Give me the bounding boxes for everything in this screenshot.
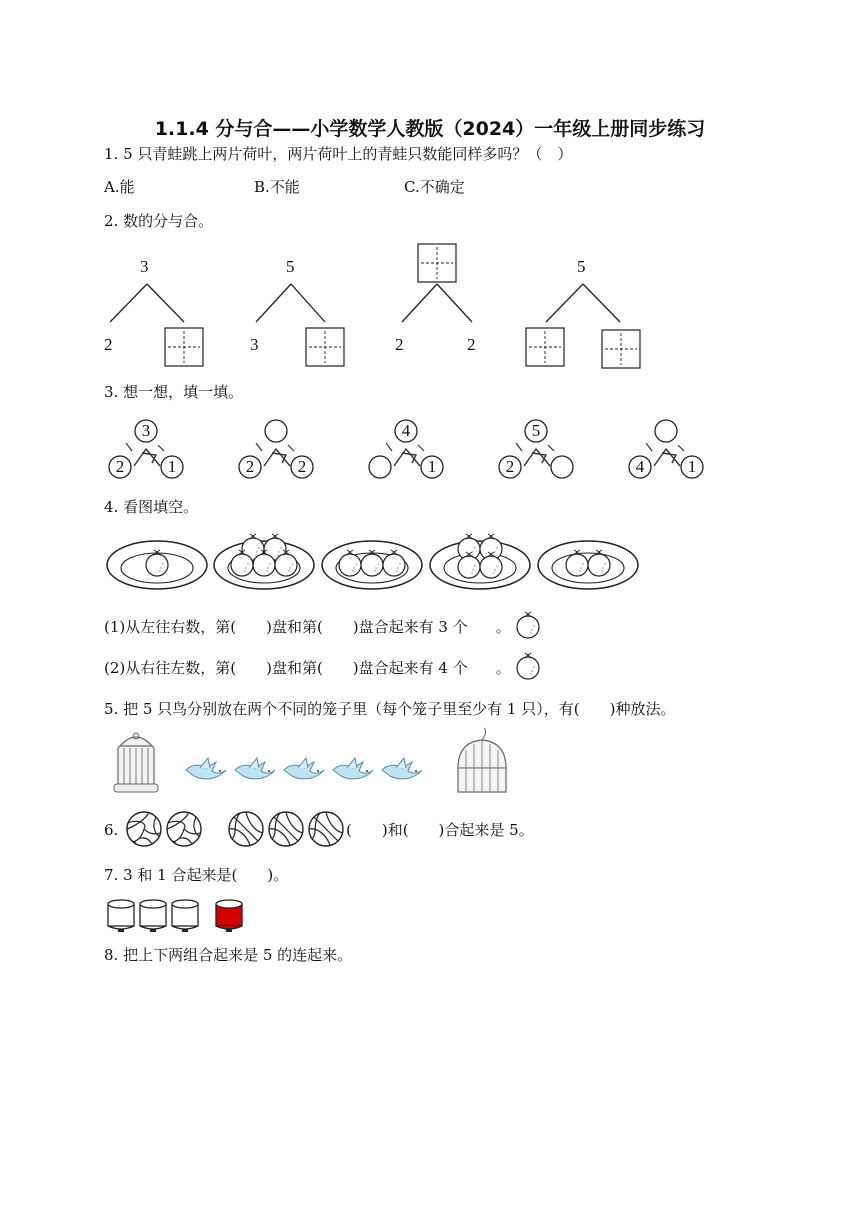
q4-line-1-end: 。 [495,618,511,636]
q2-tree-1-left: 2 [104,335,113,354]
dome-birdcage-icon [458,728,506,792]
q3-rider-2 [239,420,313,478]
q1-option-b[interactable]: B.不能 [254,178,300,196]
basketball-icon [309,812,343,846]
plate-2 [214,534,314,589]
volleyball-icon [127,812,161,846]
bird-icon [333,758,373,779]
q3-text: 3. 想一想，填一填。 [104,383,244,401]
q2-tree-3-answer-box[interactable] [418,244,456,282]
q2-tree-4-answer-box-right[interactable] [602,330,640,368]
basketball-icon [269,812,303,846]
q3-rider-2-top-circle[interactable] [265,420,287,442]
q3-rider-3-left-circle[interactable] [369,456,391,478]
q3-rider-3 [369,420,443,478]
q3-rider-2-left-number: 2 [245,457,255,476]
q3-rider-4-left-number: 2 [505,457,515,476]
q8-text: 8. 把上下两组合起来是 5 的连起来。 [104,946,353,964]
q3-rider-5-left-number: 4 [635,457,645,476]
q2-tree-2 [250,257,344,366]
volleyball-icon [167,812,201,846]
plate-4 [430,534,530,589]
q3-rider-5-right-number: 1 [687,457,697,476]
bird-icon [284,758,324,779]
q2-tree-3-left: 2 [395,335,404,354]
q4-line-2-text: (2)从右往左数，第( )盘和第( )盘合起来有 4 个 [104,659,468,677]
q2-tree-2-top: 5 [286,257,295,276]
q3-rider-1-right-number: 1 [167,457,177,476]
q2-tree-2-left: 3 [250,335,259,354]
white-cup-icon [108,900,134,932]
bird-icon [382,758,422,779]
q3-rider-4-right-circle[interactable] [551,456,573,478]
q4-line-1 [104,617,511,637]
q2-tree-3 [395,244,476,354]
q4-line-2-end: 。 [495,659,511,677]
q3-rider-1-top-number: 3 [141,421,151,440]
q3-rider-3-top-number: 4 [401,421,411,440]
q2-tree-4-top: 5 [577,257,586,276]
q4-line-1-text: (1)从左往右数，第( )盘和第( )盘合起来有 3 个 [104,618,468,636]
q1-option-c[interactable]: C.不确定 [404,178,465,196]
q7-text: 7. 3 和 1 合起来是( )。 [104,866,289,884]
page-title: 1.1.4 分与合——小学数学人教版（2024）一年级上册同步练习 [154,118,706,140]
orange-icon [517,653,539,679]
q2-tree-1 [104,257,203,366]
q6-prefix: 6. [104,821,119,839]
q3-rider-4-top-number: 5 [531,421,541,440]
q3-rider-1-left-number: 2 [115,457,125,476]
q2-text: 2. 数的分与合。 [104,212,214,230]
rider-body-icon [264,449,290,466]
q3-rider-4 [499,420,573,478]
bird-icon [186,758,226,779]
q4-text: 4. 看图填空。 [104,498,199,516]
plate-5 [538,541,638,589]
q1-option-a[interactable]: A.能 [104,178,135,196]
q3-rider-5-top-circle[interactable] [655,420,677,442]
q2-tree-4 [526,257,640,368]
q2-tree-1-top: 3 [140,257,149,276]
orange-icon [517,612,539,638]
rider-body-icon [654,449,680,466]
q2-tree-4-answer-box-left[interactable] [526,328,564,366]
plate-1 [107,541,207,589]
ornate-birdcage-icon [114,733,158,792]
q3-rider-1 [109,420,183,478]
q3-rider-3-right-number: 1 [427,457,437,476]
q1-text: 1. 5 只青蛙跳上两片荷叶，两片荷叶上的青蛙只数能同样多吗？（ ） [104,145,573,163]
q3-rider-5 [629,420,703,478]
q3-rider-2-right-number: 2 [297,457,307,476]
plate-3 [322,541,422,589]
q2-tree-2-answer-box[interactable] [306,328,344,366]
white-cup-icon [140,900,166,932]
rider-body-icon [134,449,160,466]
red-cup-icon [216,900,242,932]
q4-line-2 [104,658,511,678]
q6-suffix: ( )和( )合起来是 5。 [346,821,534,839]
white-cup-icon [172,900,198,932]
q2-tree-1-answer-box[interactable] [165,328,203,366]
bird-icon [235,758,275,779]
basketball-icon [229,812,263,846]
q5-text: 5. 把 5 只鸟分别放在两个不同的笼子里（每个笼子里至少有 1 只），有( )种放法。 [104,700,676,718]
rider-body-icon [394,449,420,466]
q2-tree-3-right: 2 [467,335,476,354]
rider-body-icon [524,449,550,466]
